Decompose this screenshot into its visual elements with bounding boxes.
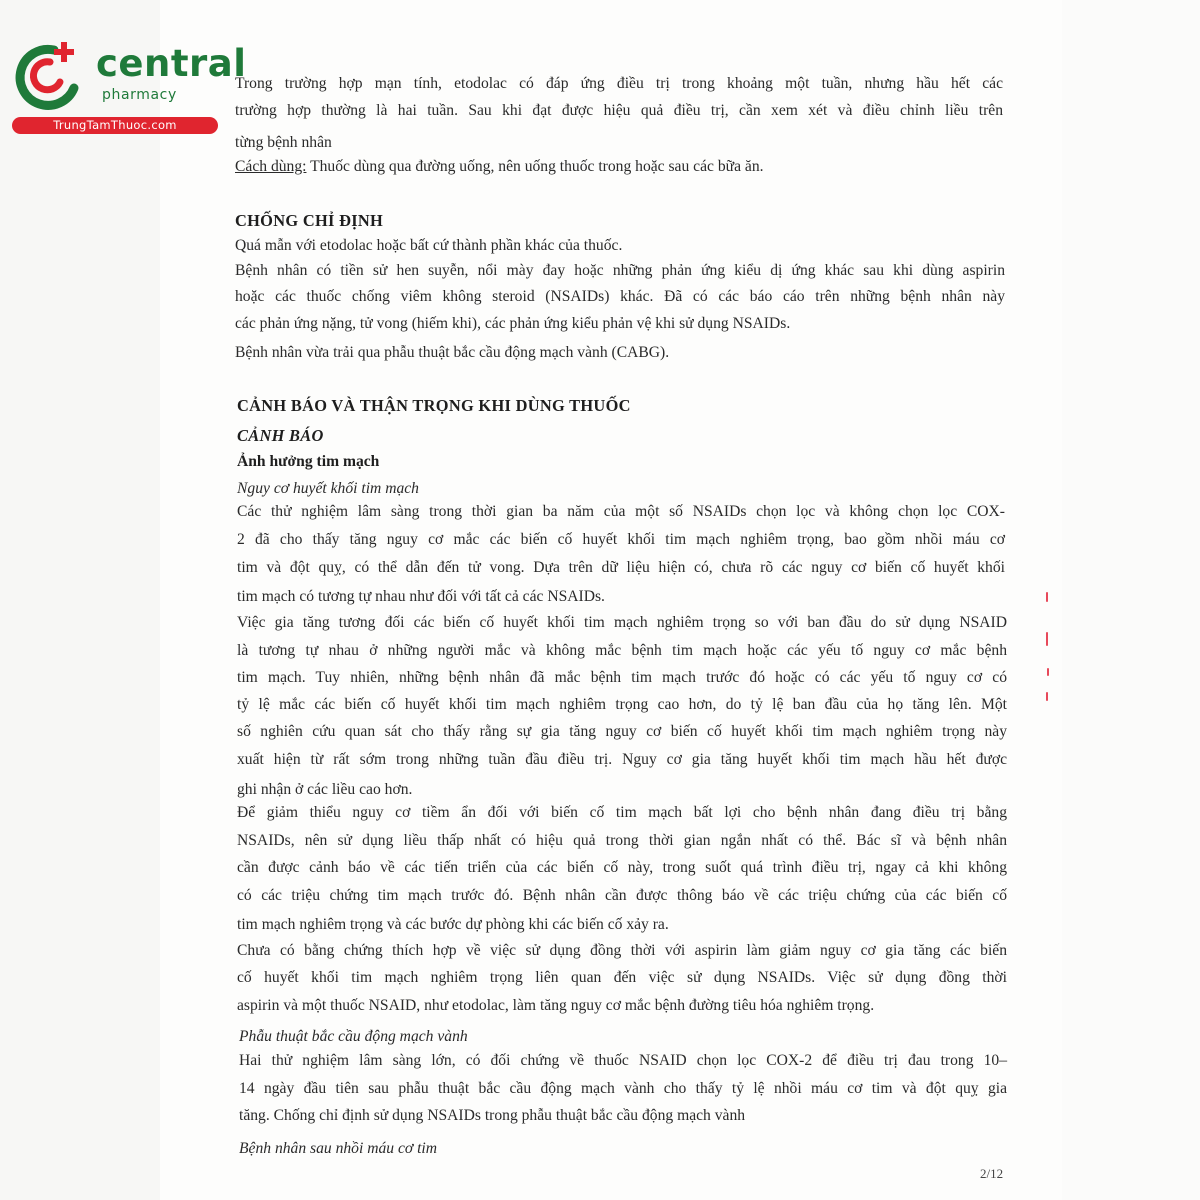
thrombo-title: Nguy cơ huyết khối tim mạch	[237, 480, 419, 497]
stamp-mark	[1046, 692, 1048, 701]
warn-line-12: Để giảm thiểu nguy cơ tiềm ẩn đối với biến cố tim mạch bất lợi cho bệnh nhân đang điều trị bằng	[237, 804, 1007, 821]
logo-name: central	[96, 42, 247, 85]
cabg-line-3: tăng. Chống chỉ định sử dụng NSAIDs trong phẫu thuật bắc cầu động mạch vành	[239, 1107, 746, 1124]
warn-line-10: xuất hiện từ rất sớm trong những tuần đầu điều trị. Nguy cơ gia tăng huyết khối tim mạch hầu hết được	[237, 751, 1007, 768]
warn-line-8: tỷ lệ mắc các biến cố huyết khối tim mạch nghiêm trọng cao hơn, do tỷ lệ ban đầu của họ tăng lên. Một	[237, 696, 1007, 713]
warn-line-13: NSAIDs, nên sử dụng liều thấp nhất có hiệu quả trong thời gian ngắn nhất có thể. Bác sĩ và bệnh nhân	[237, 832, 1007, 849]
warn-line-14: cần được cảnh báo về các tiến triển của các biến cố này, trong suốt quá trình điều trị, ngay cả khi không	[237, 859, 1007, 876]
warn-line-9: số nghiên cứu quan sát cho thấy rằng sự gia tăng nguy cơ biến cố huyết khối tim mạch nghiêm trọng này	[237, 723, 1007, 740]
mi-title: Bệnh nhân sau nhồi máu cơ tim	[239, 1140, 438, 1157]
stamp-mark	[1046, 632, 1048, 646]
stamp-mark	[1046, 592, 1048, 602]
cabg-line-2: 14 ngày đầu tiên sau phẫu thuật bắc cầu động mạch vành cho thấy tỷ lệ nhồi máu cơ tim và đột quỵ gia	[239, 1080, 1007, 1097]
cabg-line-1: Hai thử nghiệm lâm sàng lớn, có đối chứng về thuốc NSAID chọn lọc COX-2 để điều trị đau trong 10–	[239, 1052, 1007, 1069]
warnings-subheading: CẢNH BÁO	[237, 426, 324, 445]
warn-line-11: ghi nhận ở các liều cao hơn.	[237, 781, 413, 798]
contra-line-2: Bệnh nhân có tiền sử hen suyễn, nổi mày đay hoặc những phản ứng kiểu dị ứng khác sau khi dùng aspirin	[235, 262, 1005, 279]
usage-text: Thuốc dùng qua đường uống, nên uống thuốc trong hoặc sau các bữa ăn.	[306, 158, 764, 175]
usage-label: Cách dùng:	[235, 158, 307, 175]
intro-line-1: Trong trường hợp mạn tính, etodolac có đáp ứng điều trị trong khoảng một tuần, nhưng hầu hết các	[235, 75, 1003, 92]
stamp-mark	[1047, 668, 1049, 676]
page-margin-right	[1062, 0, 1200, 1200]
logo-mark-icon	[10, 36, 88, 114]
cabg-title: Phẫu thuật bắc cầu động mạch vành	[239, 1028, 468, 1045]
warn-line-3: tim và đột quỵ, có thể dẫn đến tử vong. Dựa trên dữ liệu hiện có, chưa rõ các nguy cơ biến cố huyết khối	[237, 559, 1005, 576]
intro-line-2: trường hợp thường là hai tuần. Sau khi đạt được hiệu quả điều trị, cần xem xét và điều chỉnh liều trên	[235, 102, 1003, 119]
warn-line-5: Việc gia tăng tương đối các biến cố huyết khối tim mạch nghiêm trọng so với ban đầu do sử dụng NSAID	[237, 614, 1007, 631]
warn-line-15: có các triệu chứng tim mạch trước đó. Bệnh nhân cần được thông báo về các triệu chứng của các biến cố	[237, 887, 1007, 904]
warn-line-4: tim mạch có tương tự nhau như đối với tất cả các NSAIDs.	[237, 588, 605, 605]
usage-line	[235, 157, 764, 177]
contra-line-1: Quá mẫn với etodolac hoặc bất cứ thành phần khác của thuốc.	[235, 237, 623, 254]
logo-subtitle: pharmacy	[102, 87, 177, 103]
warn-line-1: Các thử nghiệm lâm sàng trong thời gian ba năm của một số NSAIDs chọn lọc và không chọn lọc COX-	[237, 503, 1005, 520]
warnings-heading: CẢNH BÁO VÀ THẬN TRỌNG KHI DÙNG THUỐC	[237, 396, 631, 415]
warn-line-16: tim mạch nghiêm trọng và các bước dự phòng khi các biến cố xảy ra.	[237, 916, 669, 933]
page-margin-left	[0, 0, 160, 1200]
central-pharmacy-logo[interactable]	[10, 36, 247, 136]
warn-line-2: 2 đã cho thấy tăng nguy cơ mắc các biến cố huyết khối tim mạch nghiêm trọng, bao gồm nhồi máu cơ	[237, 531, 1005, 548]
contra-line-5: Bệnh nhân vừa trải qua phẫu thuật bắc cầu động mạch vành (CABG).	[235, 344, 670, 361]
page-number: 2/12	[980, 1166, 1004, 1181]
warn-line-6: là tương tự nhau ở những người mắc và không mắc bệnh tim mạch hoặc các yếu tố nguy cơ mắc bệnh	[237, 642, 1007, 659]
intro-line-3: từng bệnh nhân	[235, 134, 332, 151]
warn-line-18: cố huyết khối tim mạch nghiêm trọng liên quan đến việc sử dụng NSAIDs. Việc sử dụng đồng thời	[237, 969, 1007, 986]
warn-line-17: Chưa có bằng chứng thích hợp về việc sử dụng đồng thời với aspirin làm giảm nguy cơ gia tăng các biến	[237, 942, 1007, 959]
logo-website: TrungTamThuoc.com	[12, 117, 218, 134]
cardio-subheading: Ảnh hưởng tim mạch	[237, 453, 380, 470]
contraindications-heading: CHỐNG CHỈ ĐỊNH	[235, 211, 384, 230]
warn-line-7: tim mạch. Tuy nhiên, những bệnh nhân đã mắc bệnh tim mạch trước đó hoặc có các yếu tố nguy cơ có	[237, 669, 1007, 686]
contra-line-3: hoặc các thuốc chống viêm không steroid (NSAIDs) khác. Đã có các báo cáo trên những bệnh nhân này	[235, 288, 1005, 305]
warn-line-19: aspirin và một thuốc NSAID, như etodolac, làm tăng nguy cơ mắc bệnh đường tiêu hóa nghiêm trọng.	[237, 997, 875, 1014]
contra-line-4: các phản ứng nặng, tử vong (hiếm khi), các phản ứng kiểu phản vệ khi sử dụng NSAIDs.	[235, 315, 791, 332]
